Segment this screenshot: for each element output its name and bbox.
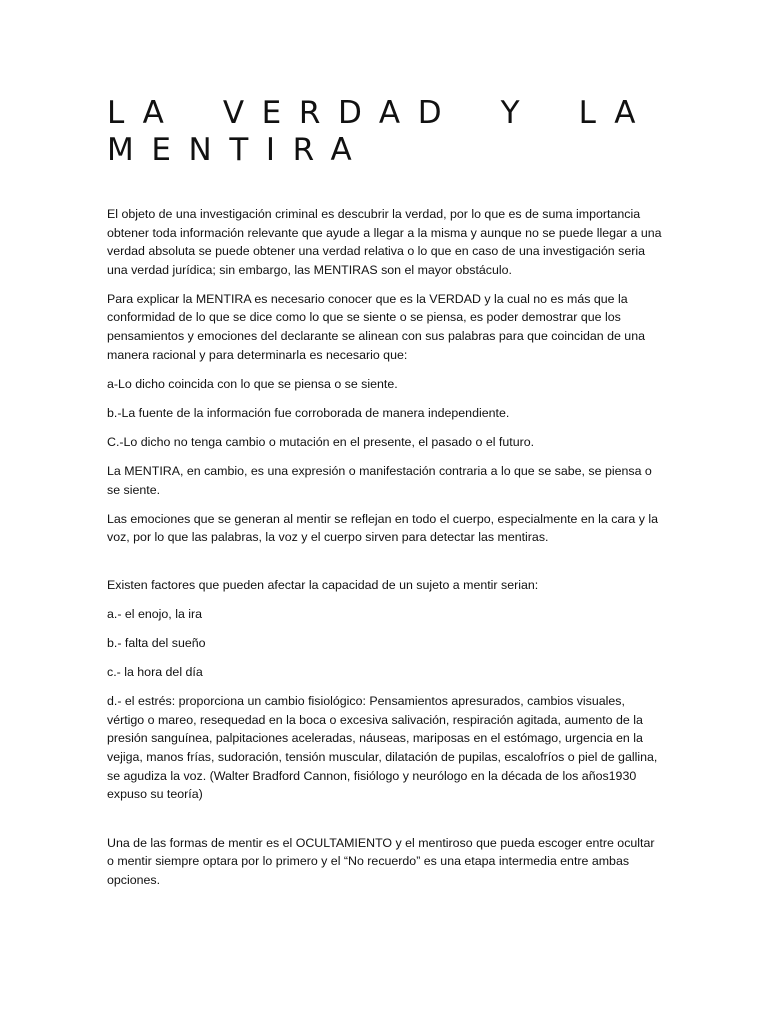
document-body (107, 205, 663, 900)
list-item-b: b.-La fuente de la información fue corroborada de manera independiente. (107, 405, 510, 420)
factor-item-d: d.- el estrés: proporciona un cambio fisiológico: Pensamientos apresurados, cambios visuales, vértigo o mareo, resequedad en la boca o excesiva salivación, respiración agitada, aumento de la presión sanguínea, palpitaciones aceleradas, náuseas, mariposas en el estómago, urgencia en la vejiga, manos frías, sudoración, tensión muscular, dilatación de pupilas, escalofríos o piel de gallina, se agudiza la voz. (Walter Bradford Cannon, fisiólogo y neurólogo en la década de los años1930 expuso su teoría) (107, 694, 658, 802)
paragraph-factores: Existen factores que pueden afectar la capacidad de un sujeto a mentir serian: (107, 577, 539, 592)
paragraph-ocultamiento: Una de las formas de mentir es el OCULTAMIENTO y el mentiroso que pueda escoger entre ocultar o mentir siempre optara por lo primero y el “No recuerdo” es una etapa intermedia entre ambas opciones. (107, 835, 655, 888)
factor-item-b: b.- falta del sueño (107, 636, 206, 651)
factor-item-c: c.- la hora del día (107, 665, 203, 680)
paragraph-verdad: Para explicar la MENTIRA es necesario conocer que es la VERDAD y la cual no es más que la conformidad de lo que se dice como lo que se siente o se piensa, es poder demostrar que los pensamientos y emociones del declarante se alinean con sus palabras para que coincidan de una manera racional y para determinarla es necesario que: (107, 291, 645, 362)
paragraph-intro: El objeto de una investigación criminal es descubrir la verdad, por lo que es de suma importancia obtener toda información relevante que ayude a llegar a la misma y aunque no se puede llegar a una verdad absoluta se puede obtener una verdad relativa o lo que en caso de una investigación seria una verdad jurídica; sin embargo, las MENTIRAS son el mayor obstáculo. (107, 207, 662, 277)
document-title: LA VERDAD Y LA MENTIRA (107, 95, 654, 168)
factor-item-a: a.- el enojo, la ira (107, 607, 203, 621)
paragraph-mentira: La MENTIRA, en cambio, es una expresión o manifestación contraria a lo que se sabe, se piensa o se siente. (107, 464, 652, 497)
document-page (107, 0, 663, 1024)
list-item-a: a-Lo dicho coincida con lo que se piensa o se siente. (107, 376, 398, 391)
list-item-c: C.-Lo dicho no tenga cambio o mutación en el presente, el pasado o el futuro. (107, 434, 535, 449)
paragraph-emociones: Las emociones que se generan al mentir se reflejan en todo el cuerpo, especialmente en la cara y la voz, por lo que las palabras, la voz y el cuerpo sirven para detectar las mentiras. (107, 511, 659, 545)
